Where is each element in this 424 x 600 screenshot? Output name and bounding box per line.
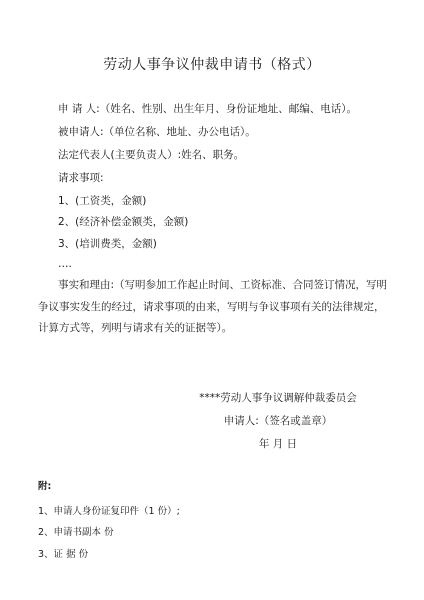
attachment-item-1: 1、申请人身份证复印件（1 份）;: [38, 506, 180, 517]
claims-ellipsis: ….: [58, 258, 72, 270]
respondent-line: 被申请人:（单位名称、地址、办公电话）。: [58, 126, 256, 138]
applicant-signature-line: 申请人:（签名或盖章）: [223, 415, 333, 427]
applicant-line: 申 请 人:（姓名、性别、出生年月、身份证地址、邮编、电话）。: [58, 103, 357, 115]
legal-representative-line: 法定代表人(主要负责人）:姓名、职务。: [58, 149, 245, 161]
arbitration-committee-name: ****劳动人事争议调解仲裁委员会: [199, 392, 357, 404]
claims-heading: 请求事项:: [58, 172, 104, 184]
document-title: 劳动人事争议仲裁申请书（格式）: [103, 57, 321, 73]
claim-item-2: 2、(经济补偿金额类，金额): [58, 216, 189, 228]
facts-and-reasons-paragraph: 事实和理由:（写明参加工作起止时间、工资标准、合同签订情况，写明争议事实发生的经过，请求事项的由来，写明与争议事项有关的法律规定，计算方式等，列明与请求有关的证据等）。: [38, 279, 388, 334]
claim-item-1: 1、(工资类，金额): [58, 195, 147, 207]
signature-date: 年 月 日: [258, 438, 298, 450]
attachments-heading: 附:: [38, 481, 52, 492]
attachment-item-2: 2、申请书副本 份: [38, 527, 114, 538]
claim-item-3: 3、(培训费类，金额): [58, 238, 157, 250]
attachment-item-3: 3、证 据 份: [38, 549, 89, 560]
